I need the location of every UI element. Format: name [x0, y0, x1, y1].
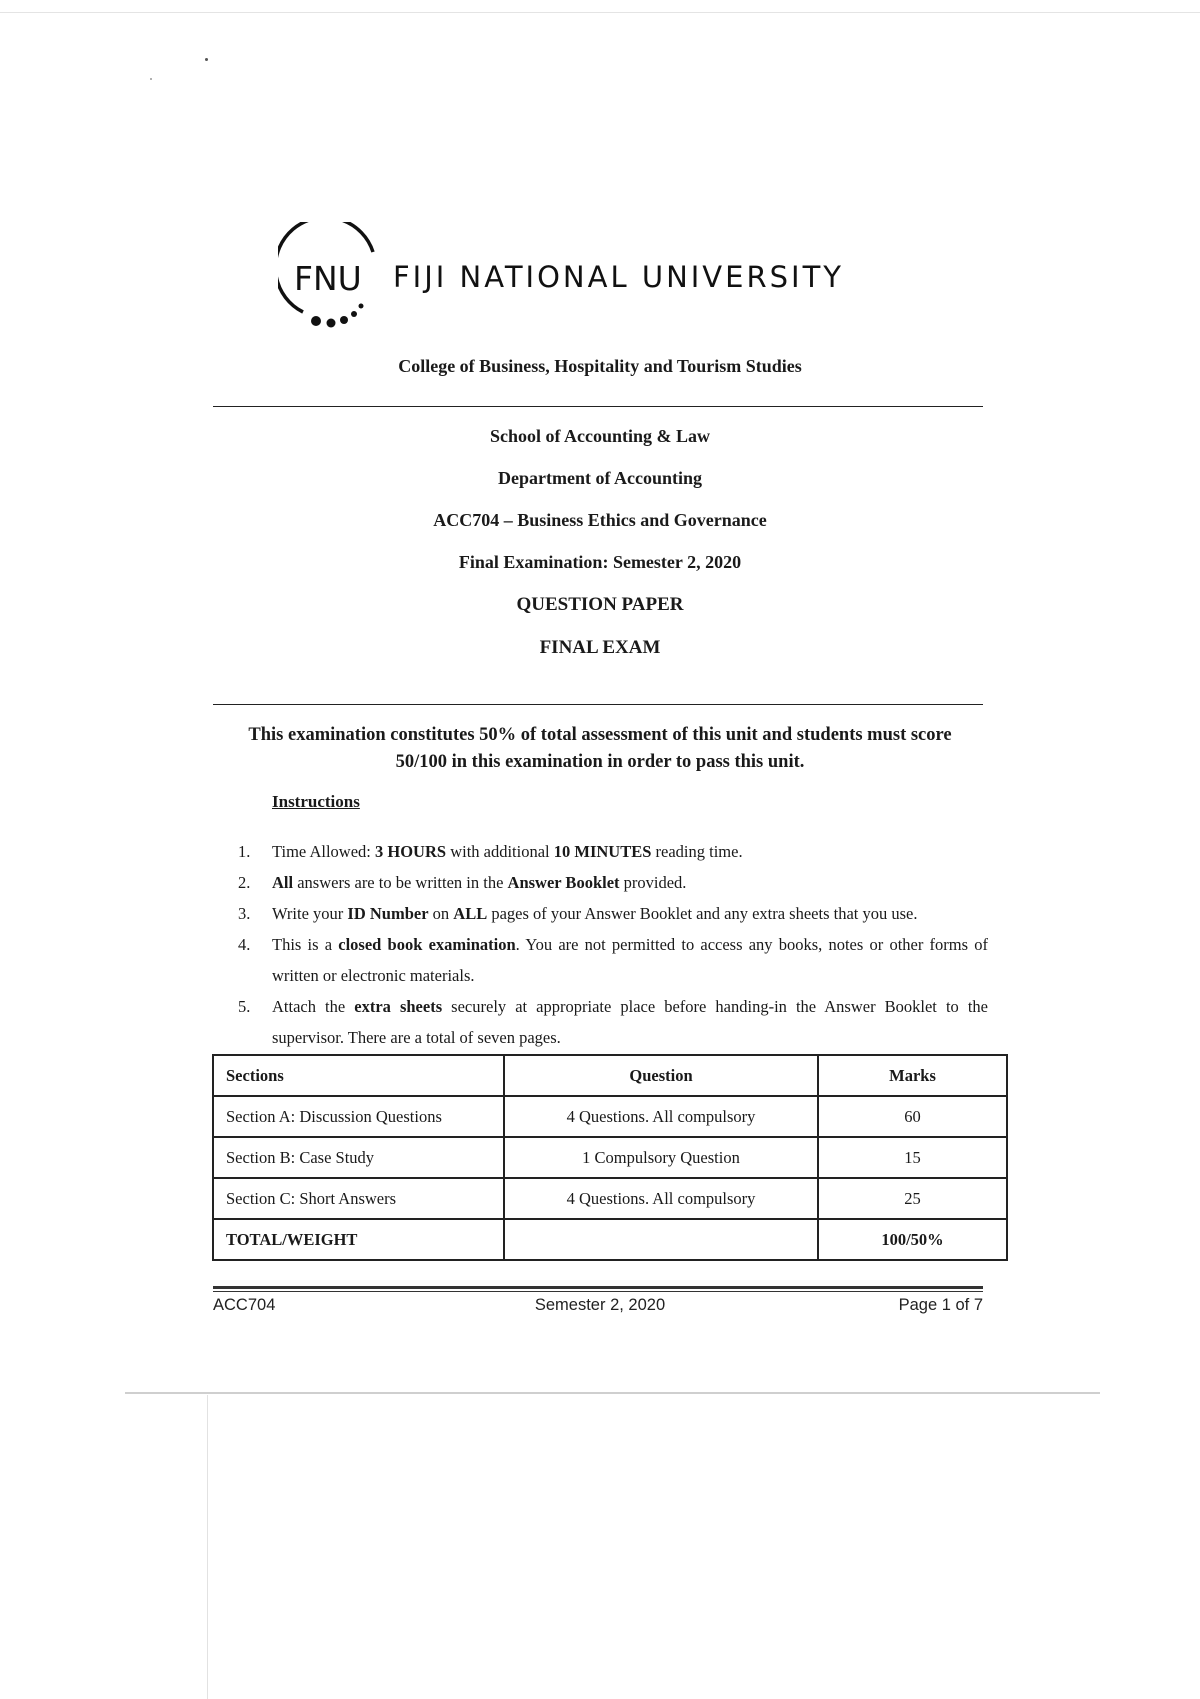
- footer-course-code: ACC704: [213, 1296, 276, 1314]
- statement-divider: [213, 704, 983, 705]
- instruction-emphasis: extra sheets: [354, 997, 443, 1016]
- table-row: [213, 1137, 1007, 1178]
- instruction-text: securely at appropriate place before handing-in the Answer Booklet to the supervisor. There are a total of seven pages.: [272, 997, 988, 1047]
- instruction-item: [238, 836, 988, 867]
- table-cell: 15: [818, 1137, 1007, 1178]
- instruction-text: pages of your Answer Booklet and any extra sheets that you use.: [487, 904, 918, 923]
- scan-edge-bottom: [125, 1392, 1100, 1394]
- table-row: [213, 1178, 1007, 1219]
- college-name: College of Business, Hospitality and Tourism Studies: [398, 356, 802, 376]
- header-divider: [213, 406, 983, 407]
- instruction-number: 1.: [238, 842, 251, 861]
- scan-speck: [150, 78, 152, 80]
- statement-line-2: 50/100 in this examination in order to pass this unit.: [395, 752, 805, 772]
- sections-table: [212, 1054, 1008, 1261]
- instruction-text: on: [428, 904, 454, 923]
- scan-speck: [205, 58, 208, 61]
- instruction-text: Time Allowed:: [272, 842, 375, 861]
- instruction-emphasis: closed book examination: [338, 935, 516, 954]
- instruction-number: 5.: [238, 997, 251, 1016]
- instruction-item: [238, 929, 988, 991]
- instruction-number: 2.: [238, 873, 251, 892]
- table-row: [213, 1096, 1007, 1137]
- instruction-emphasis: 3 HOURS: [375, 842, 447, 861]
- instruction-emphasis: ALL: [453, 904, 488, 923]
- paper-type: QUESTION PAPER: [516, 594, 684, 615]
- table-header: Sections: [213, 1055, 504, 1096]
- scan-edge-top: [0, 12, 1200, 13]
- instruction-item: [238, 867, 988, 898]
- table-cell: Section C: Short Answers: [213, 1178, 504, 1219]
- university-logo: [278, 222, 918, 342]
- instruction-text: Attach the: [272, 997, 355, 1016]
- scan-edge-vertical: [207, 1395, 208, 1699]
- footer-page-number: Page 1 of 7: [898, 1296, 983, 1314]
- exam-title: Final Examination: Semester 2, 2020: [458, 552, 742, 572]
- course-title: ACC704 – Business Ethics and Governance: [433, 510, 767, 530]
- table-cell: [504, 1219, 818, 1260]
- table-cell: Section A: Discussion Questions: [213, 1096, 504, 1137]
- footer-semester: Semester 2, 2020: [534, 1296, 666, 1314]
- instruction-text: This is a: [272, 935, 339, 954]
- department-name: Department of Accounting: [498, 468, 702, 488]
- instruction-item: [238, 898, 988, 929]
- instruction-text: with additional: [446, 842, 554, 861]
- instruction-text: answers are to be written in the: [293, 873, 508, 892]
- instructions-heading: Instructions: [272, 792, 360, 811]
- instruction-number: 4.: [238, 935, 251, 954]
- assessment-statement: [210, 722, 990, 776]
- table-cell: TOTAL/WEIGHT: [213, 1219, 504, 1260]
- footer-divider: [213, 1291, 983, 1292]
- instruction-text: . You are not permitted to access any books, notes or other forms of written or electronic materials.: [272, 935, 988, 985]
- table-cell: Section B: Case Study: [213, 1137, 504, 1178]
- footer-divider: [213, 1286, 983, 1289]
- table-total-row: [213, 1219, 1007, 1260]
- instruction-emphasis: 10 MINUTES: [553, 842, 652, 861]
- instruction-text: provided.: [619, 873, 687, 892]
- statement-line-1: This examination constitutes 50% of total assessment of this unit and students must score: [248, 725, 952, 745]
- table-cell: 60: [818, 1096, 1007, 1137]
- instruction-emphasis: All: [272, 873, 294, 892]
- instruction-item: [238, 991, 988, 1053]
- table-cell: 100/50%: [818, 1219, 1007, 1260]
- table-cell: 4 Questions. All compulsory: [504, 1178, 818, 1219]
- instruction-text: reading time.: [651, 842, 743, 861]
- school-name: School of Accounting & Law: [489, 426, 711, 446]
- logo-abbrev: FNU: [294, 259, 362, 298]
- exam-type: FINAL EXAM: [539, 637, 661, 658]
- instruction-emphasis: Answer Booklet: [507, 873, 620, 892]
- university-name: FIJI NATIONAL UNIVERSITY: [393, 260, 845, 294]
- table-cell: 1 Compulsory Question: [504, 1137, 818, 1178]
- instruction-text: Write your: [272, 904, 348, 923]
- instructions-list: [238, 836, 988, 1053]
- table-header: Question: [504, 1055, 818, 1096]
- table-cell: 4 Questions. All compulsory: [504, 1096, 818, 1137]
- instruction-emphasis: ID Number: [347, 904, 429, 923]
- instruction-number: 3.: [238, 904, 251, 923]
- fnu-emblem-icon: [278, 222, 388, 342]
- table-header: Marks: [818, 1055, 1007, 1096]
- table-header-row: [213, 1055, 1007, 1096]
- table-cell: 25: [818, 1178, 1007, 1219]
